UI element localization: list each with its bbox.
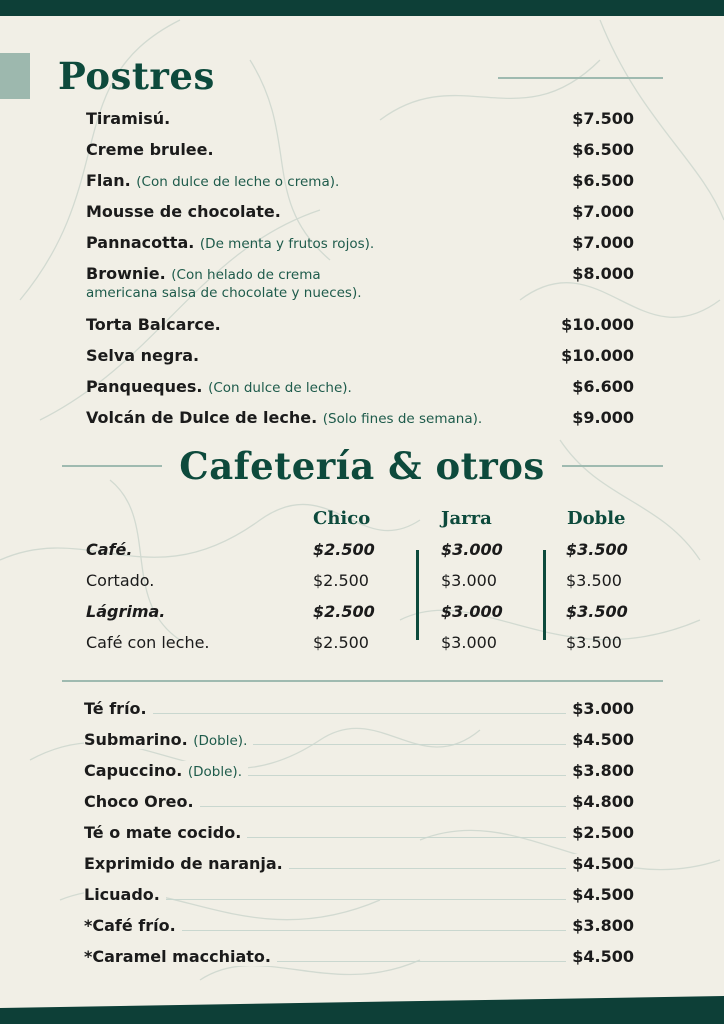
item-name: Volcán de Dulce de leche. bbox=[86, 408, 318, 427]
item-price: $10.000 bbox=[561, 315, 634, 334]
item-price: $7.000 bbox=[572, 233, 634, 252]
item-name: Torta Balcarce. bbox=[86, 315, 221, 334]
postres-item bbox=[86, 346, 634, 368]
drink-item bbox=[84, 854, 634, 876]
coffee-row bbox=[86, 540, 646, 562]
item-note: (Solo fines de semana). bbox=[322, 411, 483, 427]
price-chico: $2.500 bbox=[313, 540, 375, 559]
price-jarra: $3.000 bbox=[441, 633, 497, 652]
item-name: *Café frío. bbox=[84, 916, 176, 935]
postres-item bbox=[86, 202, 634, 224]
item-price: $6.500 bbox=[572, 171, 634, 190]
item-name: Submarino. bbox=[84, 730, 188, 749]
item-name: Té frío. bbox=[84, 699, 147, 718]
column-divider bbox=[543, 550, 546, 640]
item-note-continued: americana salsa de chocolate y nueces). bbox=[86, 285, 362, 301]
item-price: $10.000 bbox=[561, 346, 634, 365]
price-jarra: $3.000 bbox=[441, 602, 503, 621]
top-band bbox=[0, 0, 724, 16]
item-name: Pannacotta. bbox=[86, 233, 195, 252]
drink-item bbox=[84, 730, 634, 752]
price-jarra: $3.000 bbox=[441, 571, 497, 590]
item-price: $4.500 bbox=[566, 854, 634, 873]
item-name: Creme brulee. bbox=[86, 140, 214, 159]
item-price: $9.000 bbox=[572, 408, 634, 427]
item-note: (Con dulce de leche). bbox=[208, 380, 352, 396]
postres-item bbox=[86, 171, 634, 193]
item-price: $4.500 bbox=[566, 947, 634, 966]
drink-item bbox=[84, 947, 634, 969]
postres-item bbox=[86, 109, 634, 131]
item-name: Brownie. bbox=[86, 264, 166, 283]
item-price: $3.800 bbox=[566, 761, 634, 780]
leader-line bbox=[84, 899, 634, 900]
coffee-name: Lágrima. bbox=[86, 602, 166, 621]
item-price: $4.500 bbox=[566, 885, 634, 904]
drink-item bbox=[84, 885, 634, 907]
price-chico: $2.500 bbox=[313, 571, 369, 590]
drink-item bbox=[84, 792, 634, 814]
coffee-name: Café con leche. bbox=[86, 633, 210, 652]
item-price: $6.600 bbox=[572, 377, 634, 396]
coffee-name: Café. bbox=[86, 540, 133, 559]
price-chico: $2.500 bbox=[313, 602, 375, 621]
postres-item bbox=[86, 264, 634, 308]
item-name: *Caramel macchiato. bbox=[84, 947, 271, 966]
item-note: (Doble). bbox=[193, 733, 248, 749]
coffee-row bbox=[86, 571, 646, 593]
drink-item bbox=[84, 916, 634, 938]
item-price: $6.500 bbox=[572, 140, 634, 159]
postres-rule bbox=[498, 77, 663, 79]
price-doble: $3.500 bbox=[566, 571, 622, 590]
price-doble: $3.500 bbox=[566, 540, 628, 559]
item-name: Mousse de chocolate. bbox=[86, 202, 281, 221]
postres-item bbox=[86, 408, 634, 430]
item-price: $3.800 bbox=[566, 916, 634, 935]
drink-item bbox=[84, 761, 634, 783]
item-price: $2.500 bbox=[566, 823, 634, 842]
item-price: $8.000 bbox=[572, 264, 634, 283]
item-name: Choco Oreo. bbox=[84, 792, 194, 811]
column-header-jarra: Jarra bbox=[441, 508, 492, 529]
otros-rule bbox=[62, 680, 663, 682]
price-jarra: $3.000 bbox=[441, 540, 503, 559]
postres-item bbox=[86, 315, 634, 337]
leader-line bbox=[84, 713, 634, 714]
drink-item bbox=[84, 823, 634, 845]
item-name: Flan. bbox=[86, 171, 131, 190]
item-name: Selva negra. bbox=[86, 346, 200, 365]
price-chico: $2.500 bbox=[313, 633, 369, 652]
item-name: Tiramisú. bbox=[86, 109, 171, 128]
price-doble: $3.500 bbox=[566, 602, 628, 621]
coffee-row bbox=[86, 602, 646, 624]
column-header-doble: Doble bbox=[567, 508, 626, 529]
cafeteria-heading: Cafetería & otros bbox=[179, 444, 545, 488]
item-name: Té o mate cocido. bbox=[84, 823, 242, 842]
coffee-name: Cortado. bbox=[86, 571, 155, 590]
column-header-chico: Chico bbox=[313, 508, 371, 529]
postres-item bbox=[86, 140, 634, 162]
item-note: (De menta y frutos rojos). bbox=[199, 236, 375, 252]
item-note: (Con dulce de leche o crema). bbox=[136, 174, 340, 190]
item-name: Licuado. bbox=[84, 885, 160, 904]
column-divider bbox=[416, 550, 419, 640]
item-note: (Con helado de crema bbox=[171, 267, 321, 283]
postres-item bbox=[86, 233, 634, 255]
price-doble: $3.500 bbox=[566, 633, 622, 652]
item-name: Exprimido de naranja. bbox=[84, 854, 283, 873]
item-name: Capuccino. bbox=[84, 761, 183, 780]
postres-heading: Postres bbox=[58, 54, 215, 98]
cafeteria-rule-right bbox=[562, 465, 663, 467]
section-tab-marker bbox=[0, 53, 30, 99]
item-price: $3.000 bbox=[566, 699, 634, 718]
item-price: $4.500 bbox=[566, 730, 634, 749]
item-price: $7.500 bbox=[572, 109, 634, 128]
item-name: Panqueques. bbox=[86, 377, 203, 396]
item-price: $7.000 bbox=[572, 202, 634, 221]
item-price: $4.800 bbox=[566, 792, 634, 811]
item-note: (Doble). bbox=[187, 764, 242, 780]
coffee-row bbox=[86, 633, 646, 655]
drink-item bbox=[84, 699, 634, 721]
postres-item bbox=[86, 377, 634, 399]
